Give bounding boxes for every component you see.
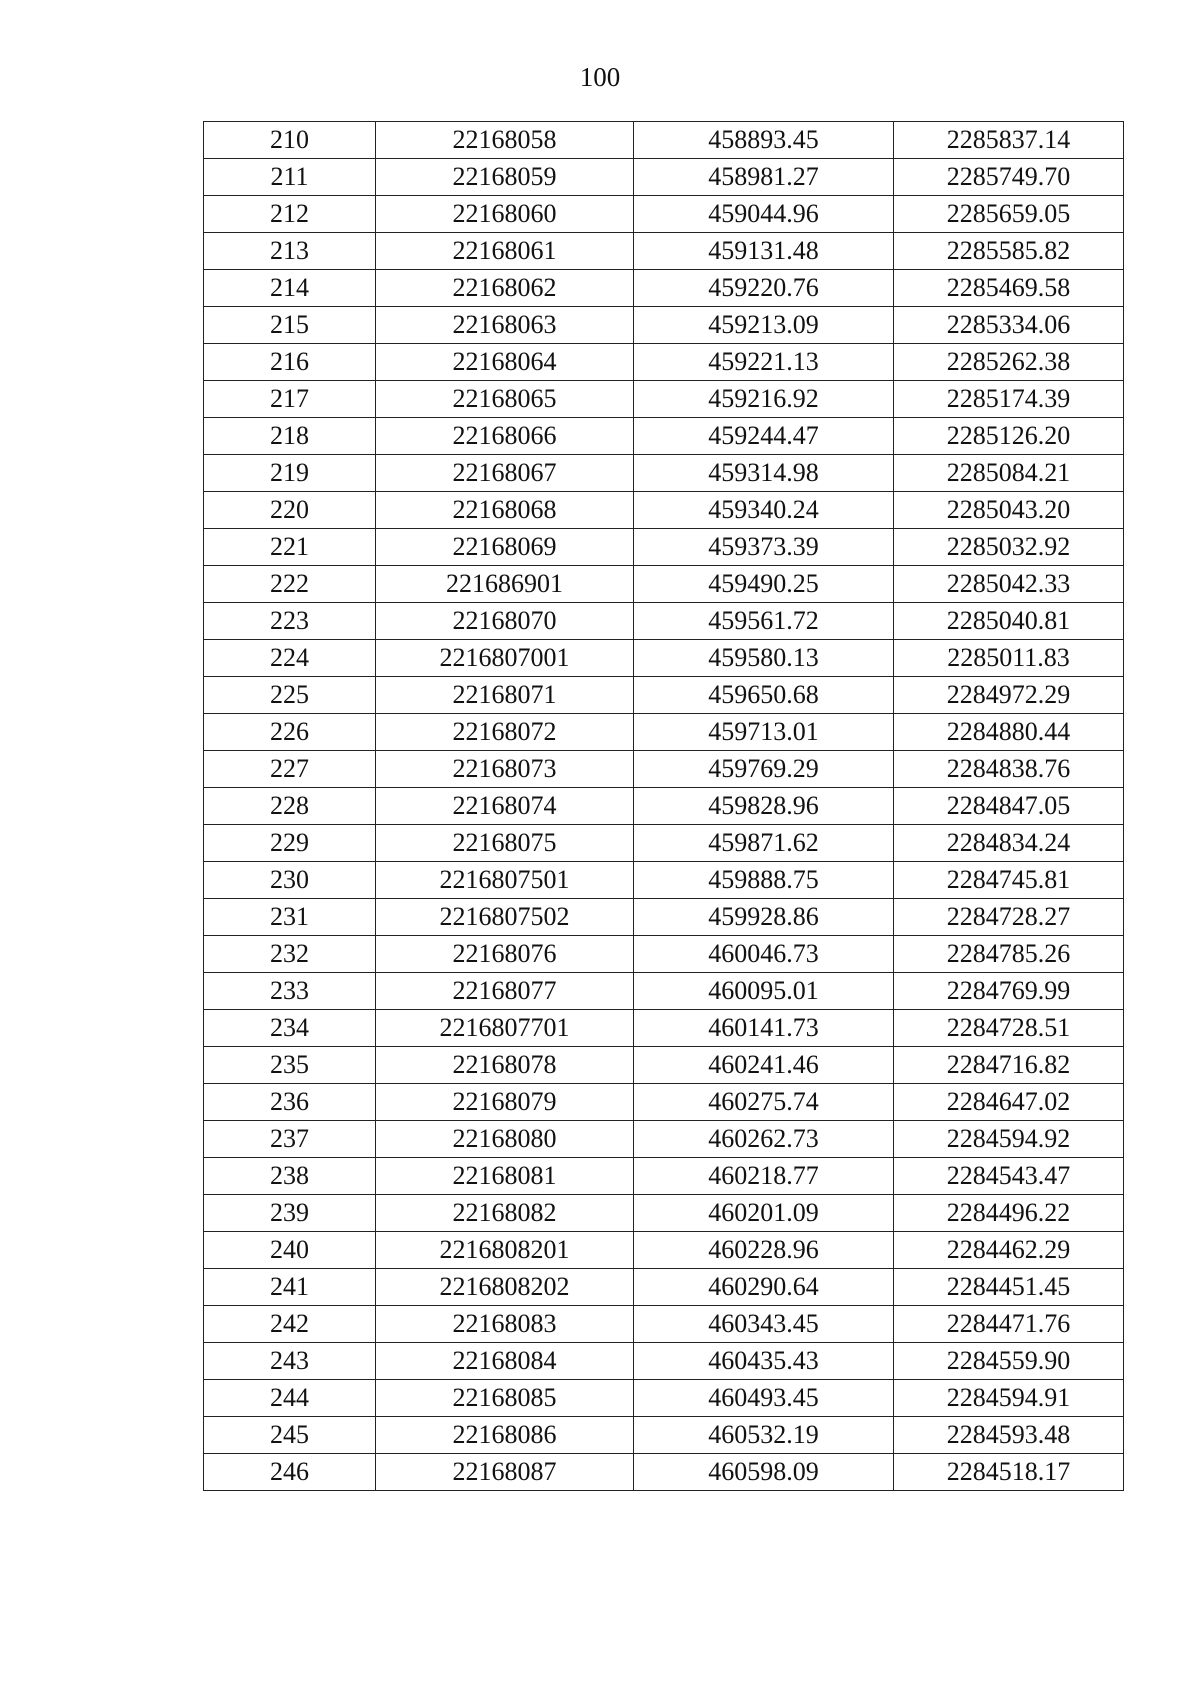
row-index-cell: 243 — [204, 1343, 376, 1380]
x-coordinate-cell: 460141.73 — [634, 1010, 894, 1047]
table-row — [204, 1121, 1124, 1158]
y-coordinate-cell: 2284451.45 — [894, 1269, 1124, 1306]
table-row — [204, 1047, 1124, 1084]
point-id-cell: 22168082 — [376, 1195, 634, 1232]
y-coordinate-cell: 2284559.90 — [894, 1343, 1124, 1380]
row-index-cell: 237 — [204, 1121, 376, 1158]
point-id-cell: 22168081 — [376, 1158, 634, 1195]
table-row — [204, 381, 1124, 418]
point-id-cell: 22168083 — [376, 1306, 634, 1343]
table-row — [204, 788, 1124, 825]
point-id-cell: 22168065 — [376, 381, 634, 418]
y-coordinate-cell: 2284769.99 — [894, 973, 1124, 1010]
x-coordinate-cell: 460275.74 — [634, 1084, 894, 1121]
point-id-cell: 22168073 — [376, 751, 634, 788]
y-coordinate-cell: 2284785.26 — [894, 936, 1124, 973]
table-row — [204, 307, 1124, 344]
point-id-cell: 22168064 — [376, 344, 634, 381]
row-index-cell: 217 — [204, 381, 376, 418]
point-id-cell: 221686901 — [376, 566, 634, 603]
point-id-cell: 22168077 — [376, 973, 634, 1010]
y-coordinate-cell: 2284745.81 — [894, 862, 1124, 899]
point-id-cell: 22168072 — [376, 714, 634, 751]
y-coordinate-cell: 2284496.22 — [894, 1195, 1124, 1232]
row-index-cell: 231 — [204, 899, 376, 936]
x-coordinate-cell: 459871.62 — [634, 825, 894, 862]
table-row — [204, 196, 1124, 233]
y-coordinate-cell: 2285032.92 — [894, 529, 1124, 566]
y-coordinate-cell: 2284462.29 — [894, 1232, 1124, 1269]
row-index-cell: 222 — [204, 566, 376, 603]
row-index-cell: 211 — [204, 159, 376, 196]
point-id-cell: 2216808201 — [376, 1232, 634, 1269]
x-coordinate-cell: 458893.45 — [634, 122, 894, 159]
y-coordinate-cell: 2285659.05 — [894, 196, 1124, 233]
y-coordinate-cell: 2285042.33 — [894, 566, 1124, 603]
table-row — [204, 714, 1124, 751]
x-coordinate-cell: 460532.19 — [634, 1417, 894, 1454]
y-coordinate-cell: 2284647.02 — [894, 1084, 1124, 1121]
row-index-cell: 227 — [204, 751, 376, 788]
x-coordinate-cell: 459131.48 — [634, 233, 894, 270]
row-index-cell: 232 — [204, 936, 376, 973]
x-coordinate-cell: 460201.09 — [634, 1195, 894, 1232]
row-index-cell: 244 — [204, 1380, 376, 1417]
row-index-cell: 241 — [204, 1269, 376, 1306]
x-coordinate-cell: 460095.01 — [634, 973, 894, 1010]
table-row — [204, 1454, 1124, 1491]
point-id-cell: 2216807001 — [376, 640, 634, 677]
table-row — [204, 1158, 1124, 1195]
table-row — [204, 1084, 1124, 1121]
table-row — [204, 233, 1124, 270]
x-coordinate-cell: 459221.13 — [634, 344, 894, 381]
x-coordinate-cell: 460262.73 — [634, 1121, 894, 1158]
row-index-cell: 213 — [204, 233, 376, 270]
point-id-cell: 22168070 — [376, 603, 634, 640]
point-id-cell: 22168074 — [376, 788, 634, 825]
table-row — [204, 973, 1124, 1010]
table-row — [204, 1380, 1124, 1417]
point-id-cell: 22168062 — [376, 270, 634, 307]
table-row — [204, 529, 1124, 566]
row-index-cell: 228 — [204, 788, 376, 825]
table-row — [204, 1417, 1124, 1454]
x-coordinate-cell: 460435.43 — [634, 1343, 894, 1380]
y-coordinate-cell: 2285837.14 — [894, 122, 1124, 159]
y-coordinate-cell: 2285011.83 — [894, 640, 1124, 677]
x-coordinate-cell: 459244.47 — [634, 418, 894, 455]
table-row — [204, 825, 1124, 862]
table-row — [204, 677, 1124, 714]
table-row — [204, 122, 1124, 159]
y-coordinate-cell: 2285585.82 — [894, 233, 1124, 270]
point-id-cell: 22168061 — [376, 233, 634, 270]
row-index-cell: 236 — [204, 1084, 376, 1121]
point-id-cell: 22168058 — [376, 122, 634, 159]
y-coordinate-cell: 2285334.06 — [894, 307, 1124, 344]
table-row — [204, 270, 1124, 307]
x-coordinate-cell: 459828.96 — [634, 788, 894, 825]
y-coordinate-cell: 2284972.29 — [894, 677, 1124, 714]
row-index-cell: 218 — [204, 418, 376, 455]
x-coordinate-cell: 459213.09 — [634, 307, 894, 344]
table-row — [204, 862, 1124, 899]
y-coordinate-cell: 2284593.48 — [894, 1417, 1124, 1454]
x-coordinate-cell: 460493.45 — [634, 1380, 894, 1417]
point-id-cell: 2216807701 — [376, 1010, 634, 1047]
table-row — [204, 566, 1124, 603]
row-index-cell: 224 — [204, 640, 376, 677]
coordinate-table — [203, 121, 1124, 1491]
point-id-cell: 22168086 — [376, 1417, 634, 1454]
point-id-cell: 2216808202 — [376, 1269, 634, 1306]
row-index-cell: 226 — [204, 714, 376, 751]
y-coordinate-cell: 2284834.24 — [894, 825, 1124, 862]
row-index-cell: 230 — [204, 862, 376, 899]
row-index-cell: 214 — [204, 270, 376, 307]
row-index-cell: 240 — [204, 1232, 376, 1269]
row-index-cell: 221 — [204, 529, 376, 566]
row-index-cell: 215 — [204, 307, 376, 344]
point-id-cell: 22168075 — [376, 825, 634, 862]
row-index-cell: 229 — [204, 825, 376, 862]
row-index-cell: 234 — [204, 1010, 376, 1047]
table-row — [204, 1010, 1124, 1047]
row-index-cell: 223 — [204, 603, 376, 640]
y-coordinate-cell: 2285749.70 — [894, 159, 1124, 196]
coordinate-table-body — [204, 122, 1124, 1491]
x-coordinate-cell: 460598.09 — [634, 1454, 894, 1491]
y-coordinate-cell: 2285084.21 — [894, 455, 1124, 492]
x-coordinate-cell: 460290.64 — [634, 1269, 894, 1306]
y-coordinate-cell: 2285174.39 — [894, 381, 1124, 418]
y-coordinate-cell: 2285040.81 — [894, 603, 1124, 640]
point-id-cell: 22168084 — [376, 1343, 634, 1380]
table-row — [204, 751, 1124, 788]
row-index-cell: 225 — [204, 677, 376, 714]
y-coordinate-cell: 2284594.92 — [894, 1121, 1124, 1158]
row-index-cell: 212 — [204, 196, 376, 233]
point-id-cell: 22168076 — [376, 936, 634, 973]
x-coordinate-cell: 459373.39 — [634, 529, 894, 566]
x-coordinate-cell: 459769.29 — [634, 751, 894, 788]
x-coordinate-cell: 459928.86 — [634, 899, 894, 936]
x-coordinate-cell: 460241.46 — [634, 1047, 894, 1084]
row-index-cell: 239 — [204, 1195, 376, 1232]
point-id-cell: 22168060 — [376, 196, 634, 233]
table-row — [204, 344, 1124, 381]
x-coordinate-cell: 459888.75 — [634, 862, 894, 899]
table-row — [204, 159, 1124, 196]
x-coordinate-cell: 459580.13 — [634, 640, 894, 677]
table-row — [204, 1195, 1124, 1232]
y-coordinate-cell: 2285262.38 — [894, 344, 1124, 381]
point-id-cell: 22168059 — [376, 159, 634, 196]
y-coordinate-cell: 2284518.17 — [894, 1454, 1124, 1491]
point-id-cell: 22168085 — [376, 1380, 634, 1417]
table-row — [204, 1343, 1124, 1380]
y-coordinate-cell: 2284471.76 — [894, 1306, 1124, 1343]
row-index-cell: 235 — [204, 1047, 376, 1084]
y-coordinate-cell: 2284880.44 — [894, 714, 1124, 751]
table-row — [204, 936, 1124, 973]
point-id-cell: 22168078 — [376, 1047, 634, 1084]
row-index-cell: 246 — [204, 1454, 376, 1491]
x-coordinate-cell: 460046.73 — [634, 936, 894, 973]
x-coordinate-cell: 458981.27 — [634, 159, 894, 196]
y-coordinate-cell: 2285469.58 — [894, 270, 1124, 307]
x-coordinate-cell: 459340.24 — [634, 492, 894, 529]
point-id-cell: 22168071 — [376, 677, 634, 714]
x-coordinate-cell: 459561.72 — [634, 603, 894, 640]
table-row — [204, 1232, 1124, 1269]
x-coordinate-cell: 459044.96 — [634, 196, 894, 233]
x-coordinate-cell: 459650.68 — [634, 677, 894, 714]
x-coordinate-cell: 459314.98 — [634, 455, 894, 492]
point-id-cell: 22168063 — [376, 307, 634, 344]
row-index-cell: 210 — [204, 122, 376, 159]
table-row — [204, 492, 1124, 529]
x-coordinate-cell: 459220.76 — [634, 270, 894, 307]
point-id-cell: 22168069 — [376, 529, 634, 566]
table-row — [204, 640, 1124, 677]
table-row — [204, 899, 1124, 936]
row-index-cell: 242 — [204, 1306, 376, 1343]
point-id-cell: 22168066 — [376, 418, 634, 455]
x-coordinate-cell: 460218.77 — [634, 1158, 894, 1195]
y-coordinate-cell: 2284728.51 — [894, 1010, 1124, 1047]
y-coordinate-cell: 2285043.20 — [894, 492, 1124, 529]
x-coordinate-cell: 460343.45 — [634, 1306, 894, 1343]
y-coordinate-cell: 2285126.20 — [894, 418, 1124, 455]
point-id-cell: 22168067 — [376, 455, 634, 492]
point-id-cell: 2216807501 — [376, 862, 634, 899]
x-coordinate-cell: 460228.96 — [634, 1232, 894, 1269]
row-index-cell: 238 — [204, 1158, 376, 1195]
point-id-cell: 22168079 — [376, 1084, 634, 1121]
x-coordinate-cell: 459713.01 — [634, 714, 894, 751]
y-coordinate-cell: 2284594.91 — [894, 1380, 1124, 1417]
point-id-cell: 2216807502 — [376, 899, 634, 936]
y-coordinate-cell: 2284728.27 — [894, 899, 1124, 936]
row-index-cell: 216 — [204, 344, 376, 381]
row-index-cell: 233 — [204, 973, 376, 1010]
page-number: 100 — [579, 62, 621, 92]
y-coordinate-cell: 2284716.82 — [894, 1047, 1124, 1084]
y-coordinate-cell: 2284847.05 — [894, 788, 1124, 825]
row-index-cell: 220 — [204, 492, 376, 529]
y-coordinate-cell: 2284838.76 — [894, 751, 1124, 788]
table-row — [204, 1269, 1124, 1306]
table-row — [204, 455, 1124, 492]
point-id-cell: 22168080 — [376, 1121, 634, 1158]
table-row — [204, 1306, 1124, 1343]
point-id-cell: 22168068 — [376, 492, 634, 529]
row-index-cell: 219 — [204, 455, 376, 492]
point-id-cell: 22168087 — [376, 1454, 634, 1491]
table-row — [204, 603, 1124, 640]
row-index-cell: 245 — [204, 1417, 376, 1454]
y-coordinate-cell: 2284543.47 — [894, 1158, 1124, 1195]
table-row — [204, 418, 1124, 455]
x-coordinate-cell: 459490.25 — [634, 566, 894, 603]
x-coordinate-cell: 459216.92 — [634, 381, 894, 418]
